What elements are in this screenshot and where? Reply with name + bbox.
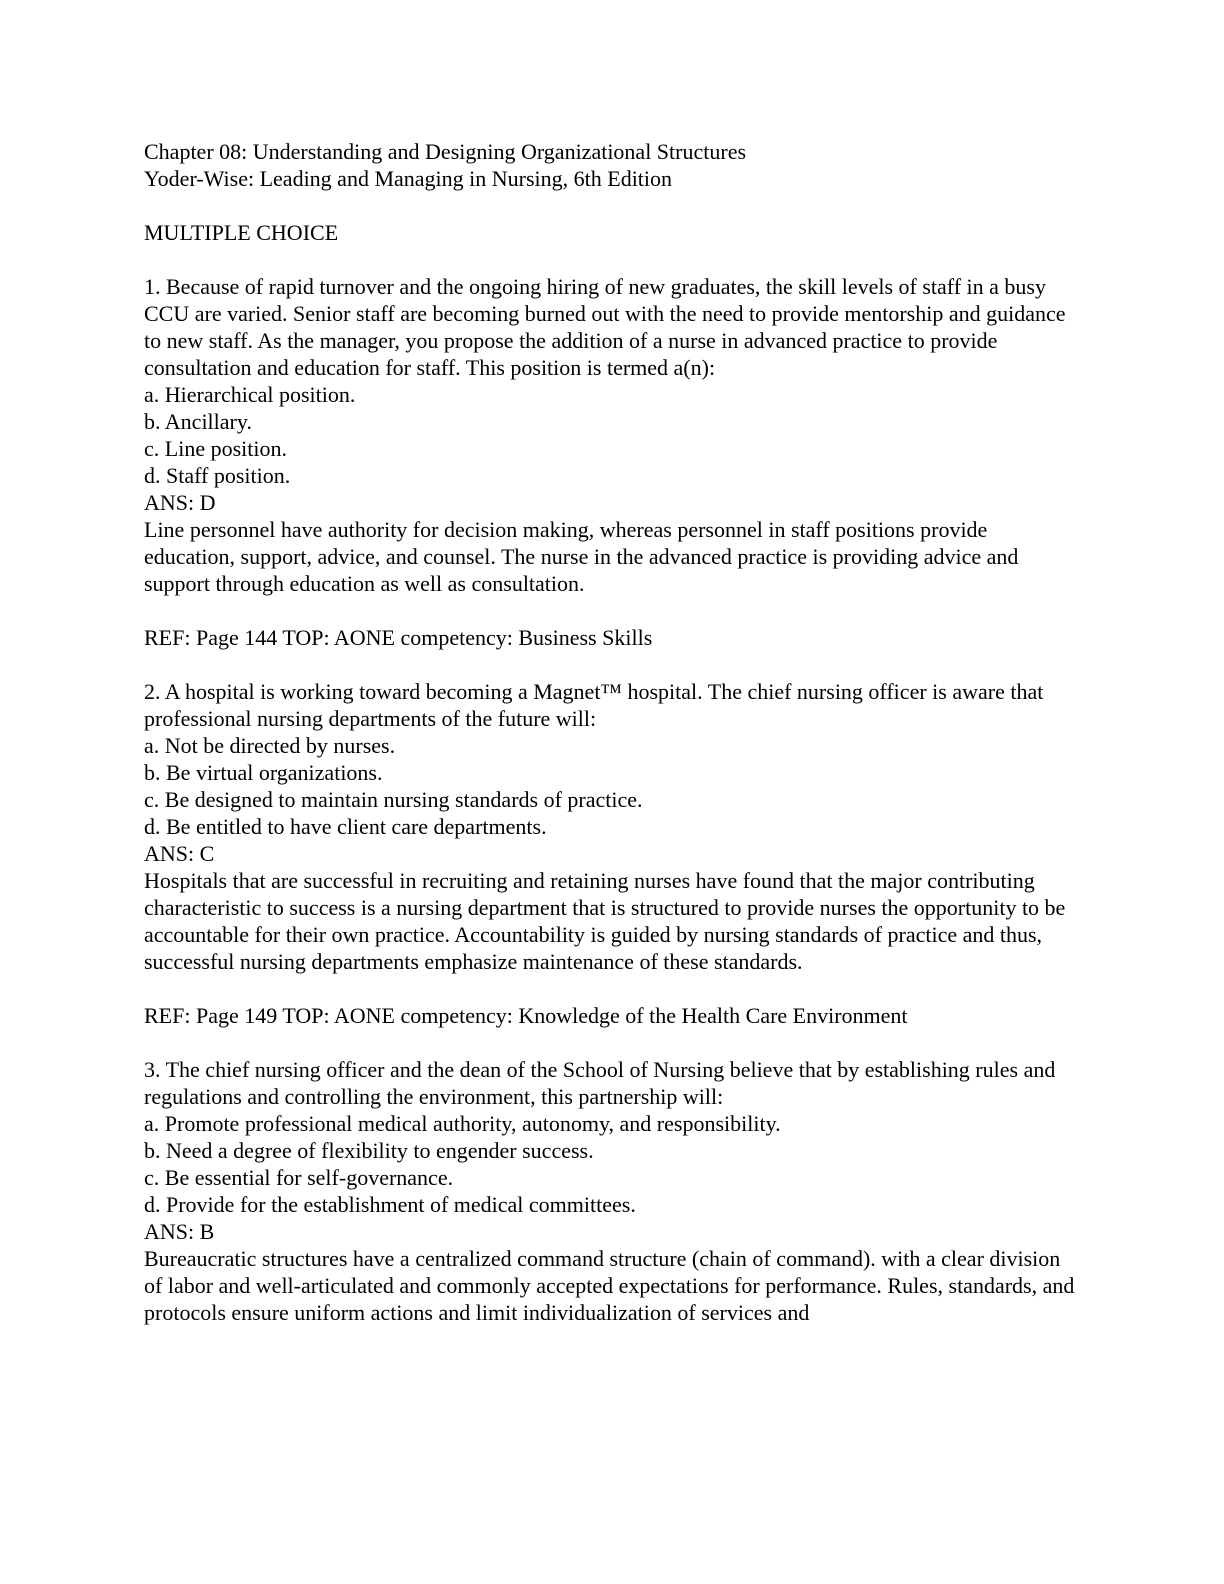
answer-option-c: c. Be designed to maintain nursing standards of practice. — [144, 787, 643, 812]
answer-option-c: c. Line position. — [144, 436, 287, 461]
answer-option-a: a. Hierarchical position. — [144, 382, 356, 407]
answer-option-b: b. Be virtual organizations. — [144, 760, 383, 785]
section-heading: MULTIPLE CHOICE — [144, 220, 339, 245]
answer-option-c: c. Be essential for self-governance. — [144, 1165, 454, 1190]
answer-option-a: a. Not be directed by nurses. — [144, 733, 396, 758]
answer-option-b: b. Need a degree of flexibility to engender success. — [144, 1138, 594, 1163]
answer-option-d: d. Staff position. — [144, 463, 291, 488]
answer-line: ANS: D — [144, 490, 216, 515]
answer-option-d: d. Provide for the establishment of medical committees. — [144, 1192, 636, 1217]
book-title: Yoder-Wise: Leading and Managing in Nursing, 6th Edition — [144, 166, 673, 191]
question-stem: 1. Because of rapid turnover and the ongoing hiring of new graduates, the skill levels of staff in a busy CCU are varied. Senior staff are becoming burned out with the need to provide mentorship and guidance to new staff. As the manager, you propose the addition of a nurse in advanced practice to provide consultation and education for staff. This position is termed a(n): — [144, 274, 1066, 380]
answer-line: ANS: B — [144, 1219, 215, 1244]
rationale-text: Line personnel have authority for decision making, whereas personnel in staff positions provide education, support, advice, and counsel. The nurse in the advanced practice is providing advice and support through education as well as consultation. — [144, 517, 1019, 596]
question-stem: 2. A hospital is working toward becoming a Magnet™ hospital. The chief nursing officer is aware that professional nursing departments of the future will: — [144, 679, 1044, 731]
rationale-text: Bureaucratic structures have a centralized command structure (chain of command). with a clear division of labor and well-articulated and commonly accepted expectations for performance. Rules, standards, and protocols ensure uniform actions and limit individualization of services and — [144, 1246, 1075, 1325]
answer-option-a: a. Promote professional medical authority, autonomy, and responsibility. — [144, 1111, 781, 1136]
ref-line: REF: Page 144 TOP: AONE competency: Business Skills — [144, 625, 653, 650]
ref-line: REF: Page 149 TOP: AONE competency: Knowledge of the Health Care Environment — [144, 1003, 908, 1028]
question-block-1 — [144, 273, 1080, 651]
chapter-title: Chapter 08: Understanding and Designing Organizational Structures — [144, 139, 747, 164]
question-block-2 — [144, 678, 1080, 1029]
question-stem: 3. The chief nursing officer and the dean of the School of Nursing believe that by establishing rules and regulations and controlling the environment, this partnership will: — [144, 1057, 1056, 1109]
answer-option-b: b. Ancillary. — [144, 409, 252, 434]
rationale-text: Hospitals that are successful in recruiting and retaining nurses have found that the major contributing characteristic to success is a nursing department that is structured to provide nurses the opportunity to be accountable for their own practice. Accountability is guided by nursing standards of practice and thus, successful nursing departments emphasize maintenance of these standards. — [144, 868, 1066, 974]
question-block-3 — [144, 1056, 1080, 1326]
document-header — [144, 138, 1080, 192]
answer-line: ANS: C — [144, 841, 215, 866]
answer-option-d: d. Be entitled to have client care departments. — [144, 814, 547, 839]
